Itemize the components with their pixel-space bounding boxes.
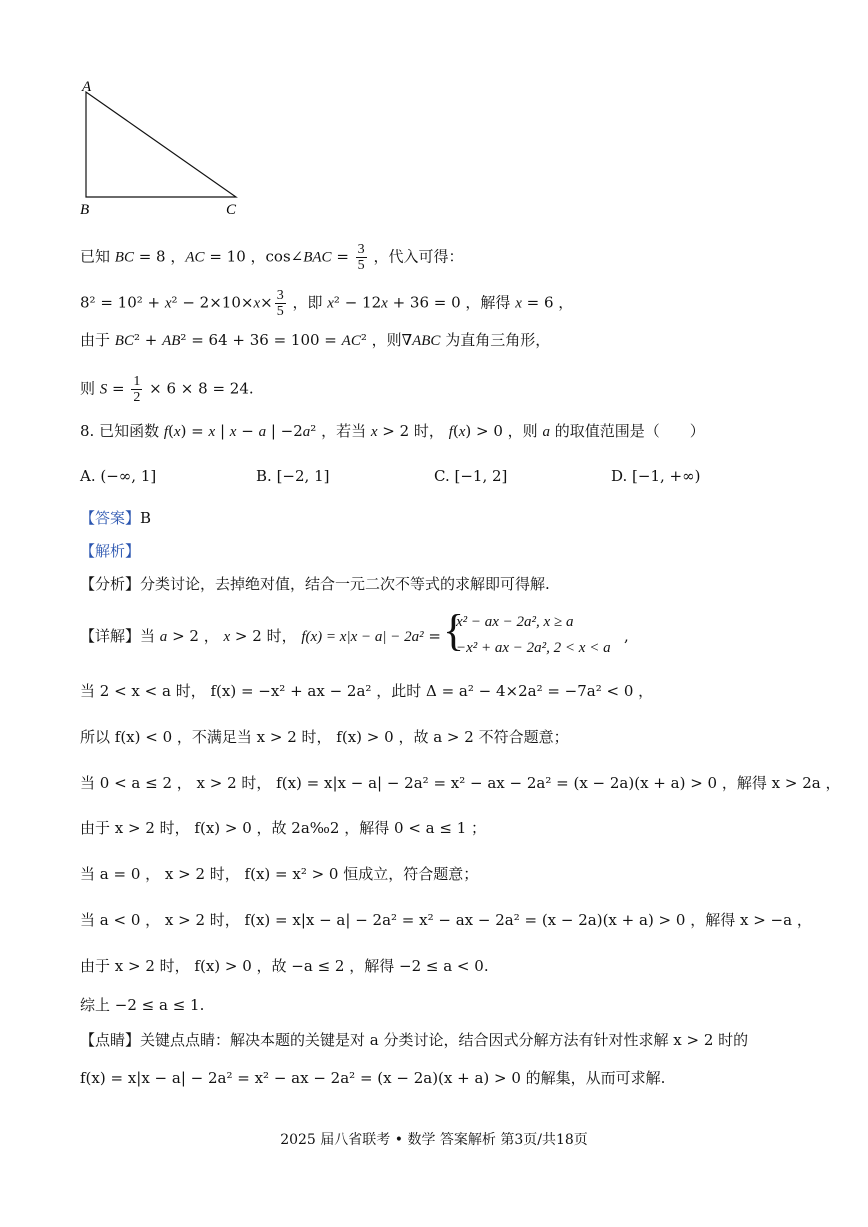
- piecewise-comma: ,: [624, 627, 629, 645]
- sol7-line1: 已知 BC = 8 ，AC = 10 ，cos∠BAC = $\frac{3}{5}$ ，代入可得：: [80, 242, 464, 273]
- piecewise-case-2: −x² + ax − 2a², 2 < x < a: [456, 640, 611, 656]
- q8-stem: 8. 已知函数 f(x) = x | x − a | −2a² ，若当 x > 2 时， f(x) > 0 ，则 a 的取值范围是（ ）: [80, 422, 705, 440]
- triangle-figure: [0, 0, 868, 230]
- page-footer: 2025 届八省联考 • 数学 答案解析 第3页/共18页: [280, 1132, 588, 1148]
- analysis-heading: 【解析】: [80, 542, 141, 560]
- solution-line: 当 0 < a ≤ 2 ， x > 2 时， f(x) = x|x − a| − 2a² = x² − ax − 2a² = (x − 2a)(x + a) > 0 ，解得 x > 2a ，: [80, 774, 841, 792]
- solution-line: 当 a < 0 ， x > 2 时， f(x) = x|x − a| − 2a² = x² − ax − 2a² = (x − 2a)(x + a) > 0 ，解得 x > −a ，: [80, 911, 812, 929]
- solution-line: 由于 x > 2 时， f(x) > 0 ，故 2a‰2 ，解得 0 < a ≤ 1 ；: [80, 819, 487, 837]
- fraction-3-5: $\frac{3}{5}$: [357, 242, 365, 273]
- solution-line: 当 a = 0 ， x > 2 时， f(x) = x² > 0 恒成立，符合题意；: [80, 865, 479, 883]
- vertex-a-label: A: [82, 79, 92, 95]
- option-b: B. [−2, 1]: [256, 467, 330, 485]
- fraction-3-5: $\frac{3}{5}$: [276, 288, 284, 319]
- solution-line: 当 2 < x < a 时， f(x) = −x² + ax − 2a² ，此时 Δ = a² − 4×2a² = −7a² < 0 ，: [80, 682, 654, 700]
- solution-line: 所以 f(x) < 0 ，不满足当 x > 2 时， f(x) > 0 ，故 a > 2 不符合题意；: [80, 728, 569, 746]
- sol7-line3: 由于 BC² + AB² = 64 + 36 = 100 = AC² ，则∇ABC 为直角三角形，: [80, 331, 551, 349]
- vertex-b-label: B: [80, 202, 90, 218]
- solution-line: 综上 −2 ≤ a ≤ 1.: [80, 996, 205, 1014]
- answer-value: B: [140, 509, 152, 527]
- sol7-line2: 8² = 10² + x² − 2×10×x× $\frac{3}{5}$ ，即 x² − 12x + 36 = 0 ，解得 x = 6 ，: [80, 288, 574, 319]
- piecewise-case-1: x² − ax − 2a², x ≥ a: [456, 614, 574, 630]
- dianjing-cont-line: f(x) = x|x − a| − 2a² = x² − ax − 2a² = (x − 2a)(x + a) > 0 的解集，从而可求解.: [80, 1069, 666, 1087]
- answer-tag: 【答案】: [80, 509, 141, 527]
- solution-line: 由于 x > 2 时， f(x) > 0 ，故 −a ≤ 2 ，解得 −2 ≤ a < 0.: [80, 957, 489, 975]
- option-d: D. [−1, +∞): [611, 467, 701, 485]
- dianjing-line: 【点睛】关键点点睛：解决本题的关键是对 a 分类讨论，结合因式分解方法有针对性求解 x > 2 时的: [80, 1031, 749, 1049]
- triangle-abc: [86, 92, 236, 197]
- fraction-1-2: $\frac{1}{2}$: [133, 374, 141, 405]
- vertex-c-label: C: [226, 202, 237, 218]
- option-c: C. [−1, 2]: [434, 467, 508, 485]
- answer-line: [80, 508, 151, 528]
- fenxi-line: 【分析】分类讨论，去掉绝对值，结合一元二次不等式的求解即可得解.: [80, 575, 550, 593]
- detail-line: 【详解】当 a > 2 ， x > 2 时， f(x) = x|x − a| − 2a² =: [80, 627, 441, 645]
- piecewise-brace: {: [443, 606, 465, 655]
- sol7-line4: 则 S = $\frac{1}{2}$ × 6 × 8 = 24.: [80, 374, 254, 405]
- option-a: A. (−∞, 1]: [80, 467, 157, 485]
